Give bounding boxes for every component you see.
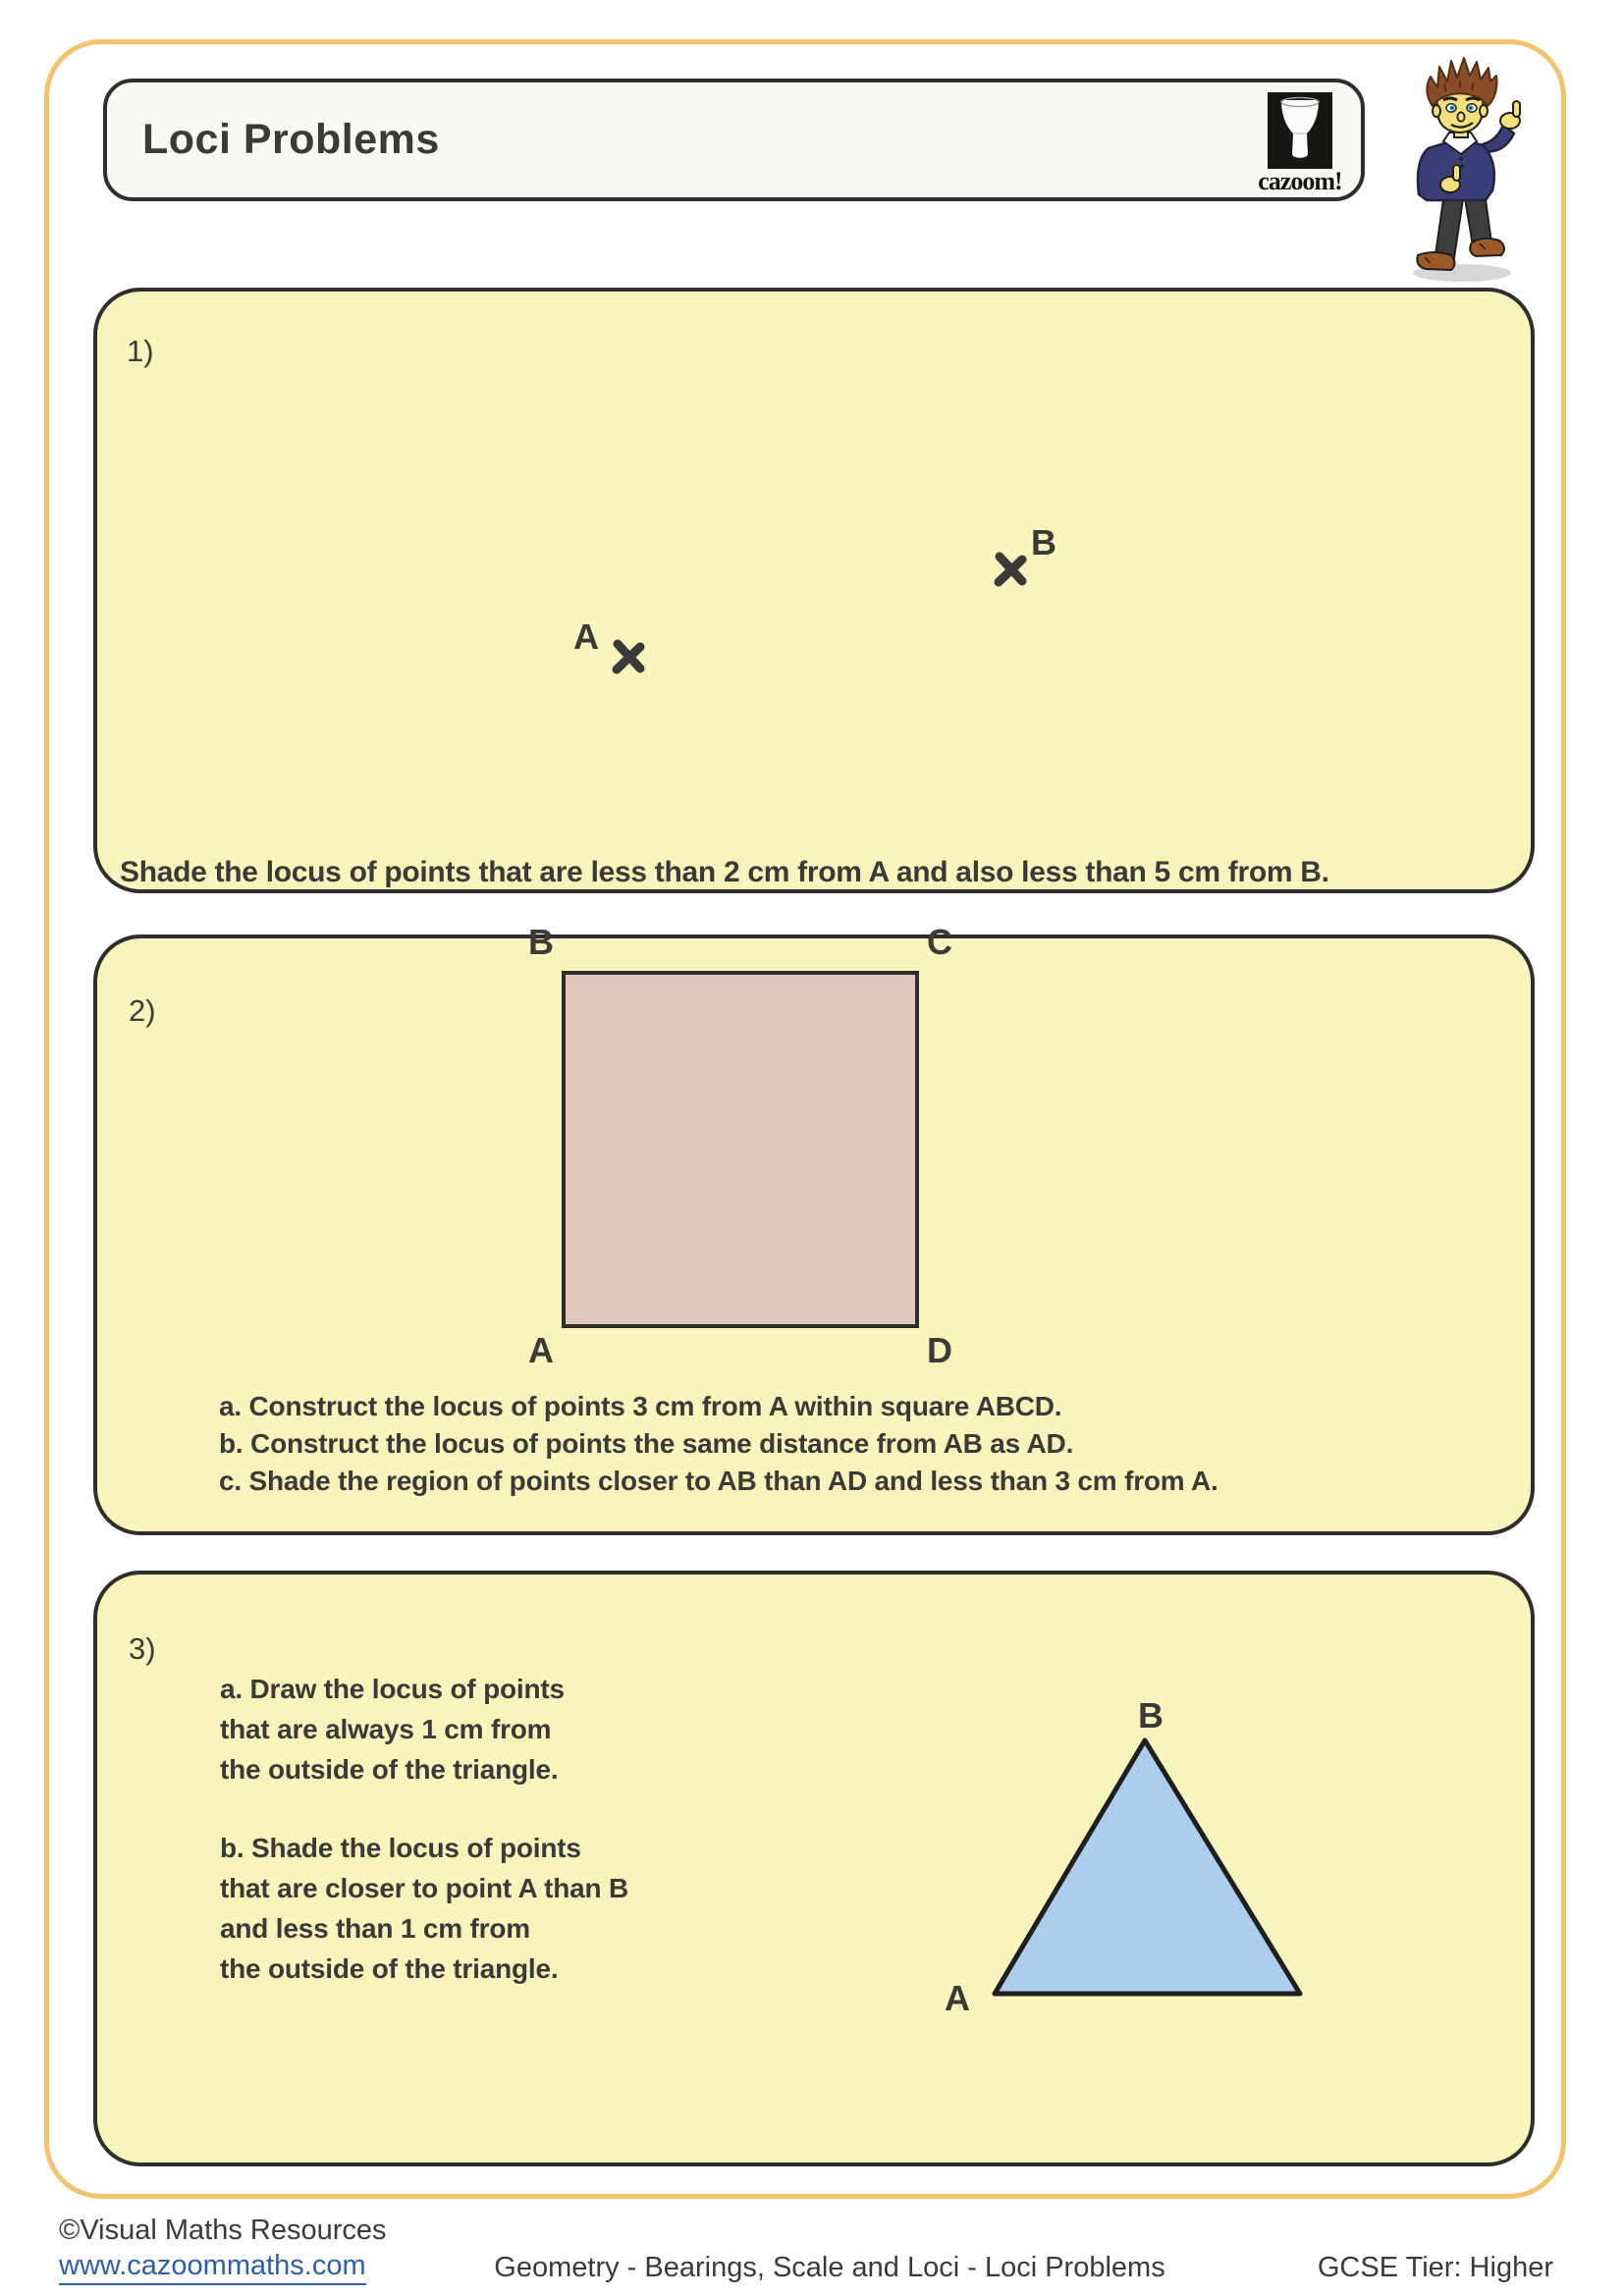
task-a-line: a. Draw the locus of points: [220, 1674, 565, 1704]
page-title: Loci Problems: [142, 116, 440, 163]
square-abcd: [562, 971, 919, 1328]
square-label-a: A: [528, 1330, 554, 1370]
question-2-box: [93, 922, 1535, 1535]
header: [103, 79, 1365, 201]
square-label-d: D: [927, 1330, 952, 1370]
cazoom-logo-text: cazoom!: [1258, 167, 1342, 195]
point-b-label: B: [1031, 522, 1056, 562]
triangle-label-a: A: [945, 1978, 970, 2018]
task-a: a. Construct the locus of points 3 cm from A within square ABCD.: [219, 1391, 1062, 1421]
footer-tier: GCSE Tier: Higher: [1317, 2252, 1553, 2283]
task-a-line: that are always 1 cm from: [220, 1714, 552, 1744]
square-label-c: C: [927, 922, 952, 962]
footer-website-link[interactable]: www.cazoommaths.com: [59, 2250, 366, 2285]
question-3-task-b: [220, 1828, 628, 1989]
task-c: c. Shade the region of points closer to AB than AD and less than 3 cm from A.: [219, 1466, 1218, 1496]
question-3-task-a: [220, 1669, 565, 1789]
cazoom-goblet-icon: [1268, 92, 1332, 169]
task-b: b. Construct the locus of points the same distance from AB as AD.: [219, 1428, 1074, 1459]
question-2-number: 2): [129, 993, 156, 1028]
triangle-shape: [966, 1695, 1322, 2016]
cazoom-logo: [1246, 92, 1354, 196]
question-3-number: 3): [129, 1631, 156, 1666]
point-b-cross-icon: [992, 550, 1029, 589]
task-b-line: b. Shade the locus of points: [220, 1833, 581, 1863]
question-3-box: [93, 1571, 1535, 2166]
point-a-cross-icon: [610, 637, 647, 676]
footer-copyright: ©Visual Maths Resources: [59, 2215, 387, 2246]
question-1-number: 1): [127, 334, 154, 368]
task-b-line: the outside of the triangle.: [220, 1953, 559, 1984]
task-b-line: that are closer to point A than B: [220, 1873, 629, 1903]
mascot-boy-icon: [1389, 55, 1537, 286]
question-1-prompt: Shade the locus of points that are less than 2 cm from A and also less than 5 cm from B.: [120, 856, 1329, 888]
square-label-b: B: [528, 922, 554, 962]
task-a-line: the outside of the triangle.: [220, 1754, 559, 1785]
triangle-label-b: B: [1138, 1695, 1164, 1735]
question-1-box: [93, 288, 1535, 893]
point-a-label: A: [573, 616, 599, 657]
question-2-tasks: [219, 1388, 1218, 1500]
footer-topic: Geometry - Bearings, Scale and Loci - Loci Problems: [494, 2252, 1165, 2283]
task-b-line: and less than 1 cm from: [220, 1913, 530, 1944]
